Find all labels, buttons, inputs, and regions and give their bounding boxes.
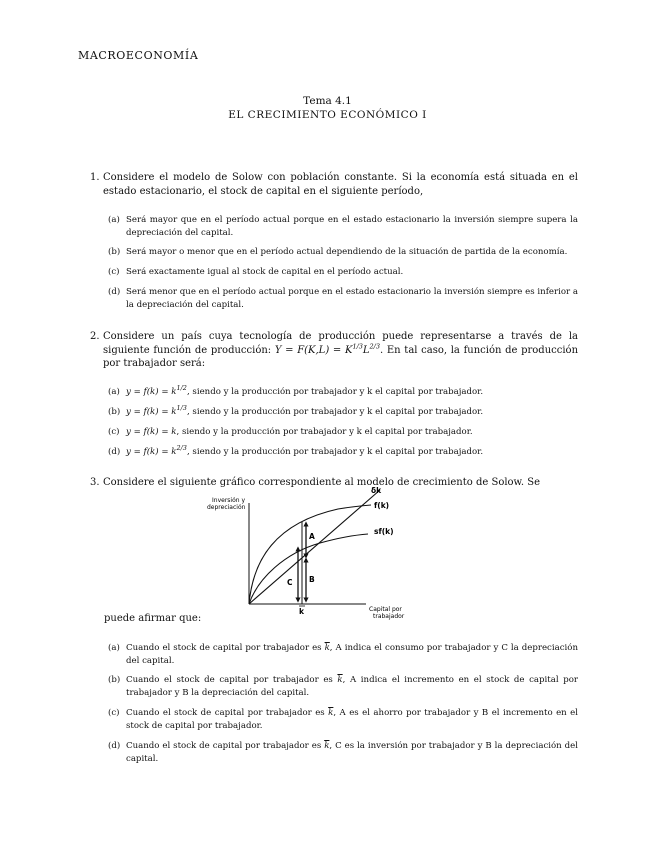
q3-option-d[interactable]: [108, 740, 578, 766]
option-text-part: Cuando el stock de capital por trabajador es: [126, 741, 325, 751]
page-title: EL CRECIMIENTO ECONÓMICO I: [228, 109, 427, 121]
option-text-part: , C es la inversión por trabajador y B la depreciación del capital.: [126, 741, 578, 764]
option-text: Será mayor que en el período actual porque en el estado estacionario la inversión siempre supera la depreciación del capital.: [126, 215, 578, 238]
option-label: (c): [108, 267, 120, 277]
savings-curve: [249, 534, 368, 604]
kbar-symbol: $\overline{k}$: [324, 643, 330, 653]
question-3-tail: puede afirmar que:: [104, 613, 202, 624]
option-text: [126, 674, 578, 700]
option-text: Será mayor o menor que en el período actual dependiendo de la situación de partida de la economía.: [126, 247, 568, 257]
option-formula: y = f(k) = k: [126, 407, 177, 417]
option-text-part: , A es el ahorro por trabajador y B el incremento en el stock de capital por trabajador.: [126, 708, 578, 731]
option-text-part: , siendo y la producción por trabajador y k el capital por trabajador.: [186, 387, 484, 397]
option-text-part: , siendo y la producción por trabajador y k el capital por trabajador.: [176, 427, 473, 437]
question-number: 2.: [90, 331, 100, 342]
question-text-part: Considere un país cuya tecnología de producción puede representarse a través de la siguiente función de producción:: [103, 331, 578, 356]
x-axis-label-2: trabajador: [373, 613, 405, 620]
option-text-part: Cuando el stock de capital por trabajador es: [126, 708, 329, 718]
option-label: (b): [108, 247, 121, 257]
formula-text: Y = F(K,L) = K: [274, 344, 353, 356]
question-text: Considere el modelo de Solow con población constante. Si la economía está situada en el estado estacionario, el stock de capital en el siguiente período,: [103, 172, 578, 197]
label-fk: f(k): [374, 501, 390, 510]
label-A: A: [309, 532, 315, 541]
x-axis-label-1: Capital por: [369, 606, 402, 613]
question-number: 1.: [90, 172, 100, 183]
option-text-part: , siendo y la producción por trabajador y k el capital por trabajador.: [186, 407, 484, 417]
option-label: (c): [108, 427, 120, 437]
option-label: (b): [108, 407, 121, 417]
option-formula: y = f(k) = k: [126, 427, 177, 437]
question-text: Considere el siguiente gráfico correspondiente al modelo de crecimiento de Solow. Se: [103, 477, 541, 488]
question-text-part: . En tal caso, la función de producción por trabajador será:: [103, 344, 579, 369]
formula-exponent: 2/3: [369, 342, 381, 351]
option-text-part: Cuando el stock de capital por trabajador es: [126, 643, 325, 653]
option-text: [126, 707, 578, 733]
kbar-symbol: $\overline{k}$: [324, 741, 330, 751]
y-axis-label-2: depreciación: [207, 504, 246, 511]
option-label: (a): [108, 387, 120, 397]
formula-exponent: 2/3: [176, 444, 187, 453]
label-B: B: [309, 575, 315, 584]
kbar-symbol: $\overline{k}$: [337, 675, 343, 685]
option-text: Será exactamente igual al stock de capital en el período actual.: [126, 267, 404, 277]
formula-exponent: 1/3: [352, 342, 363, 351]
option-label: (a): [108, 643, 120, 653]
option-text-part: , A indica el consumo por trabajador y C la depreciación del capital.: [126, 643, 578, 666]
depreciation-line: [249, 490, 380, 604]
label-C: C: [287, 578, 293, 587]
option-formula: y = f(k) = k: [126, 447, 177, 457]
topic-number: Tema 4.1: [303, 95, 352, 107]
formula-exponent: 1/2: [176, 384, 187, 393]
option-text: [126, 642, 578, 668]
q3-option-a[interactable]: [108, 642, 578, 668]
label-kbar: k: [299, 607, 304, 616]
option-label: (a): [108, 215, 120, 225]
formula-exponent: 1/3: [176, 404, 187, 413]
formula-text: L: [362, 344, 370, 356]
question-number: 3.: [90, 477, 100, 488]
option-text: Será menor que en el período actual porque en el estado estacionario la inversión siempre es inferior a la depreciación del capital.: [126, 287, 578, 310]
production-curve: [249, 505, 371, 604]
option-text-part: , siendo y la producción por trabajador y k el capital por trabajador.: [186, 447, 484, 457]
option-formula: y = f(k) = k: [126, 387, 177, 397]
kbar-symbol: $\overline{k}$: [328, 708, 334, 718]
label-sfk: sf(k): [374, 527, 394, 536]
q3-option-c[interactable]: [108, 707, 578, 733]
option-text-part: , A indica el incremento en el stock de capital por trabajador y B la depreciación del capital.: [126, 675, 578, 698]
option-label: (d): [108, 447, 121, 457]
y-axis-label-1: Inversión y: [212, 497, 246, 504]
option-label: (d): [108, 741, 121, 751]
option-text: [126, 740, 578, 766]
course-header: MACROECONOMÍA: [78, 49, 199, 62]
q3-option-b[interactable]: [108, 674, 578, 700]
option-text-part: Cuando el stock de capital por trabajador es: [126, 675, 338, 685]
option-label: (d): [108, 287, 121, 297]
option-label: (c): [108, 708, 120, 718]
option-label: (b): [108, 675, 121, 685]
label-dk: δk: [371, 486, 382, 495]
